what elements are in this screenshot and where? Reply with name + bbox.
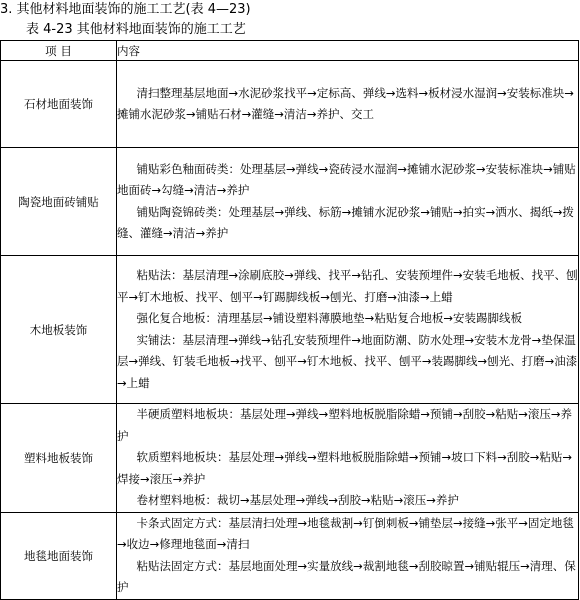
table-row [1, 148, 579, 256]
table-header-row [1, 41, 579, 61]
table-row [1, 256, 579, 404]
content-paragraph: 软质塑料地板块：基层处理→弹线→塑料地板脱脂除蜡→预铺→坡口下料→刮胶→粘贴→焊接→滚压→养护 [117, 450, 572, 486]
table-row [1, 404, 579, 513]
header-item: 项 目 [1, 41, 117, 61]
row-content [117, 512, 579, 599]
header-content: 内容 [117, 41, 579, 61]
table-row [1, 61, 579, 148]
row-content [117, 404, 579, 513]
section-heading: 3. 其他材料地面装饰的施工工艺(表 4—23) [0, 2, 251, 17]
content-paragraph: 粘贴法固定方式：基层地面处理→实量放线→裁割地毯→刮胶晾置→铺贴辊压→清理、保护 [117, 558, 576, 594]
content-paragraph: 强化复合地板：清理基层→铺设塑料薄膜地垫→粘贴复合地板→安装踢脚线板 [136, 311, 522, 325]
table-caption: 表 4-23 其他材料地面装饰的施工工艺 [26, 22, 246, 37]
content-paragraph: 铺贴陶瓷锦砖类：处理基层→弹线、标筋→摊铺水泥砂浆→铺贴→拍实→洒水、揭纸→拨缝、灌缝→清洁→养护 [117, 204, 574, 240]
content-paragraph: 卡条式固定方式：基层清扫处理→地毯裁割→钉倒刺板→铺垫层→接缝→张平→固定地毯→收边→修理地毯面→清扫 [117, 515, 574, 551]
row-content [117, 256, 579, 404]
content-paragraph: 清扫整理基层地面→水泥砂浆找平→定标高、弹线→选料→板材浸水湿润→安装标准块→摊铺水泥砂浆→铺贴石材→灌缝→清洁→养护、交工 [117, 85, 574, 121]
table-row [1, 512, 579, 599]
content-paragraph: 半硬质塑料地板块：基层处理→弹线→塑料地板脱脂除蜡→预铺→刮胶→粘贴→滚压→养护 [117, 407, 572, 443]
row-content [117, 148, 579, 256]
row-item: 陶瓷地面砖铺贴 [1, 148, 117, 256]
row-item: 地毯地面装饰 [1, 512, 117, 599]
row-item: 石材地面装饰 [1, 61, 117, 148]
row-item: 塑料地板装饰 [1, 404, 117, 513]
row-item: 木地板装饰 [1, 256, 117, 404]
content-paragraph: 粘贴法：基层清理→涂刷底胶→弹线、找平→钻孔、安装预埋件→安装毛地板、找平、刨平→钉木地板、找平、刨平→钉踢脚线板→刨光、打磨→油漆→上蜡 [117, 268, 578, 304]
construction-process-table [0, 40, 579, 600]
row-content [117, 61, 579, 148]
content-paragraph: 卷材塑料地板：裁切→基层处理→弹线→刮胶→粘贴→滚压→养护 [136, 493, 459, 507]
content-paragraph: 实铺法：基层清理→弹线→钻孔安装预埋件→地面防潮、防水处理→安装木龙骨→垫保温层→弹线、钉装毛地板→找平、刨平→钉木地板、找平、刨平→装踢脚线→刨光、打磨→油漆→上蜡 [117, 332, 578, 390]
content-paragraph: 铺贴彩色釉面砖类：处理基层→弹线→瓷砖浸水湿润→摊铺水泥砂浆→安装标准块→铺贴地面砖→勾缝→清洁→养护 [117, 161, 576, 197]
